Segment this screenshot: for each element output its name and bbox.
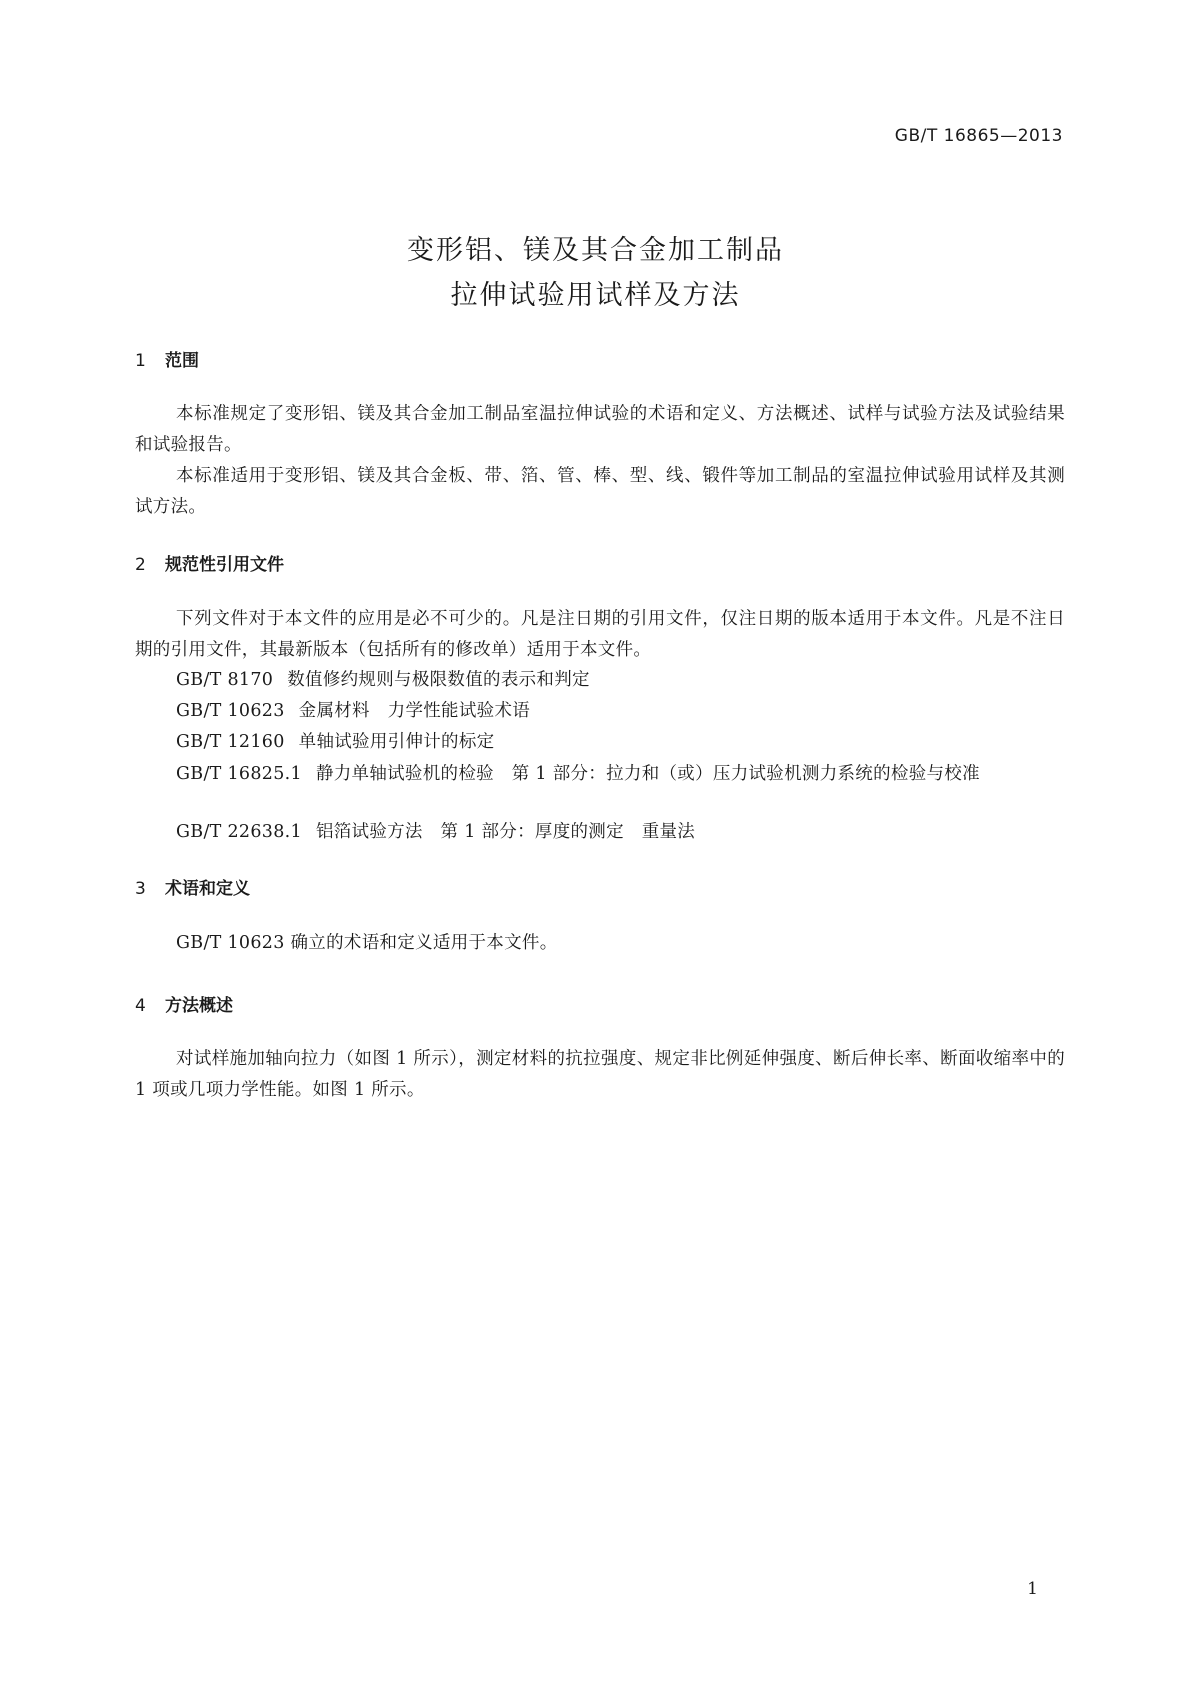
section-1-number: 1	[135, 351, 146, 371]
reference-code: GB/T 16825.1	[176, 764, 302, 784]
reference-title: 静力单轴试验机的检验 第 1 部分：拉力和（或）压力试验机测力系统的检验与校准	[315, 764, 980, 784]
reference-item	[176, 697, 530, 722]
section-4-paragraph-1: 对试样施加轴向拉力（如图 1 所示），测定材料的抗拉强度、规定非比例延伸强度、断后伸长率、断面收缩率中的 1 项或几项力学性能。如图 1 所示。	[135, 1049, 1065, 1100]
section-4-number: 4	[135, 996, 146, 1016]
standard-code: GB/T 16865—2013	[894, 126, 1063, 146]
reference-code: GB/T 22638.1	[176, 822, 302, 842]
reference-item	[135, 759, 1065, 790]
section-1-paragraph-2: 本标准适用于变形铝、镁及其合金板、带、箔、管、棒、型、线、锻件等加工制品的室温拉伸试验用试样及其测试方法。	[135, 466, 1065, 517]
section-1-heading	[135, 346, 199, 371]
reference-title: 金属材料 力学性能试验术语	[298, 701, 531, 721]
document-title-line1: 变形铝、镁及其合金加工制品	[407, 235, 784, 266]
section-1-paragraph-1: 本标准规定了变形铝、镁及其合金加工制品室温拉伸试验的术语和定义、方法概述、试样与试验方法及试验结果和试验报告。	[135, 404, 1065, 455]
section-2-intro: 下列文件对于本文件的应用是必不可少的。凡是注日期的引用文件，仅注日期的版本适用于本文件。凡是不注日期的引用文件，其最新版本（包括所有的修改单）适用于本文件。	[135, 609, 1065, 660]
section-3-heading	[135, 874, 250, 899]
reference-code: GB/T 8170	[176, 670, 274, 690]
section-2-number: 2	[135, 555, 146, 575]
reference-code: GB/T 12160	[176, 732, 285, 752]
section-2-heading	[135, 550, 284, 575]
reference-code: GB/T 10623	[176, 701, 285, 721]
document-title-line2: 拉伸试验用试样及方法	[450, 280, 741, 311]
reference-item	[176, 818, 695, 843]
section-3-paragraph-1: GB/T 10623 确立的术语和定义适用于本文件。	[176, 933, 558, 953]
reference-title: 数值修约规则与极限数值的表示和判定	[287, 670, 590, 690]
section-3-title: 术语和定义	[165, 879, 250, 899]
reference-title: 铝箔试验方法 第 1 部分：厚度的测定 重量法	[315, 822, 696, 842]
section-2-title: 规范性引用文件	[165, 555, 284, 575]
page-number: 1	[1027, 1579, 1038, 1599]
section-4-heading	[135, 991, 233, 1016]
section-1-title: 范围	[165, 351, 199, 371]
section-3-number: 3	[135, 879, 146, 899]
reference-item	[176, 666, 590, 691]
reference-title: 单轴试验用引伸计的标定	[298, 732, 495, 752]
reference-item	[176, 728, 494, 753]
section-4-title: 方法概述	[165, 996, 233, 1016]
